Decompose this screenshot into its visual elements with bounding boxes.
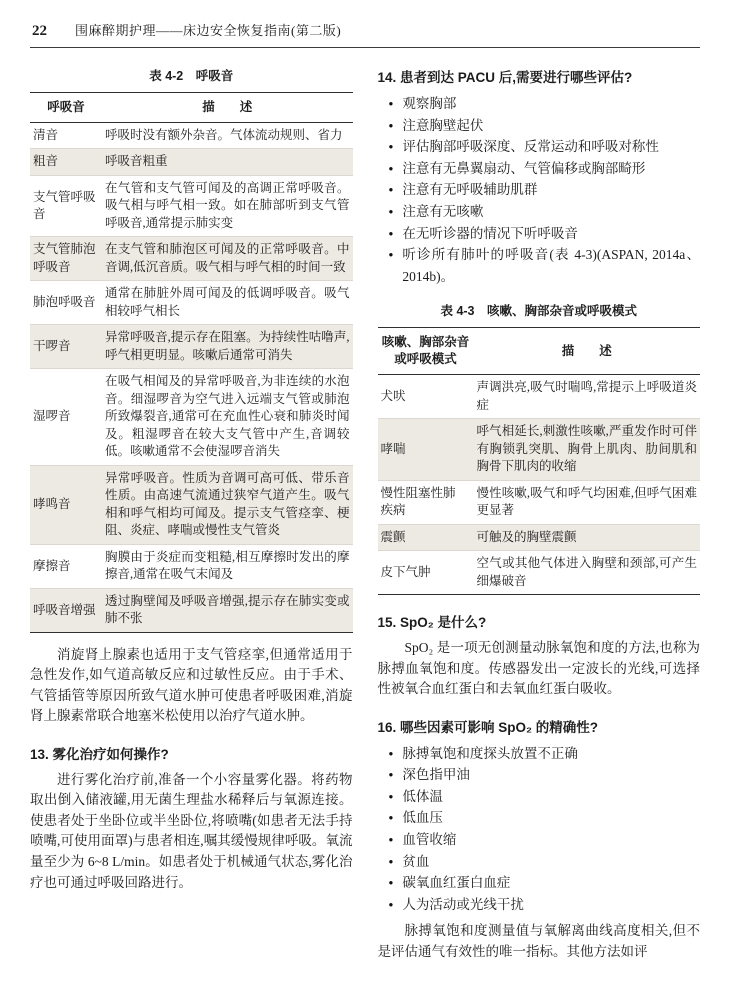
- term-cell: 支气管呼吸音: [30, 175, 102, 237]
- bullet-text: 注意有无咳嗽: [402, 203, 484, 219]
- table-row: [30, 237, 353, 281]
- bullet-icon: ●: [388, 878, 394, 888]
- bullet-item: [378, 829, 701, 851]
- spo2-accuracy-factors-list: [378, 743, 701, 916]
- bullet-icon: ●: [388, 835, 394, 845]
- table-row: [378, 419, 701, 481]
- bullet-item: [378, 743, 701, 765]
- table-row: [30, 175, 353, 237]
- bullet-icon: ●: [388, 228, 394, 238]
- paragraph-oxygen-dissociation: 脉搏氧饱和度测量值与氧解离曲线高度相关,但不是评估通气有效性的唯一指标。其他方法如评: [377, 923, 700, 959]
- term-cell: 湿啰音: [30, 369, 102, 466]
- table-row: [30, 281, 353, 325]
- question-16-heading: 16. 哪些因素可影响 SpO₂ 的精确性?: [377, 719, 599, 735]
- term-cell: 哮喘: [378, 419, 474, 481]
- table-4-2-caption: 表 4-2 呼吸音: [149, 69, 234, 83]
- bullet-item: [378, 115, 701, 137]
- bullet-icon: ●: [388, 185, 394, 195]
- bullet-text: 观察胸部: [402, 96, 457, 111]
- bullet-icon: ●: [388, 899, 394, 909]
- bullet-item: [378, 244, 701, 287]
- bullet-text: 低血压: [402, 810, 443, 826]
- desc-cell: 在气管和支气管可闻及的高调正常呼吸音。吸气相与呼气相一致。如在肺部听到支气管呼吸音,通常提示肺实变: [102, 175, 353, 237]
- bullet-item: [378, 786, 701, 808]
- bullet-item: [378, 201, 701, 223]
- bullet-icon: ●: [388, 163, 394, 173]
- bullet-item: [378, 223, 701, 245]
- page-header: [30, 12, 700, 47]
- table-row: [30, 465, 353, 544]
- desc-cell: 呼气相延长,刺激性咳嗽,严重发作时可伴有胸锁乳突肌、胸骨上肌肉、肋间肌和胸骨下肌肉的收缩: [474, 419, 701, 481]
- bullet-icon: ●: [388, 791, 394, 801]
- bullet-icon: ●: [388, 813, 394, 823]
- table-row: [30, 369, 353, 466]
- column-header-description: 描 述: [474, 328, 701, 375]
- two-column-layout: [30, 64, 700, 962]
- term-cell: 支气管肺泡呼吸音: [30, 237, 102, 281]
- term-cell: 干啰音: [30, 325, 102, 369]
- right-column: [378, 64, 701, 962]
- desc-cell: 透过胸壁闻及呼吸音增强,提示存在肺实变或肺不张: [102, 588, 353, 632]
- question-14-heading: 14. 患者到达 PACU 后,需要进行哪些评估?: [377, 70, 633, 85]
- question-15-heading: 15. SpO₂ 是什么?: [377, 615, 487, 631]
- bullet-text: 血管收缩: [402, 832, 457, 848]
- bullet-icon: ●: [388, 120, 394, 130]
- bullet-text: 碳氧血红蛋白血症: [402, 875, 511, 891]
- bullet-text: 注意胸壁起伏: [402, 117, 484, 133]
- column-header-description: 描 述: [102, 93, 353, 123]
- table-row: [30, 325, 353, 369]
- term-cell: 皮下气肿: [378, 551, 474, 595]
- table-row: [30, 544, 353, 588]
- term-cell: 粗音: [30, 149, 102, 176]
- pacu-assessment-list: [378, 93, 701, 287]
- term-cell: 慢性阻塞性肺疾病: [378, 480, 474, 524]
- question-13-heading: 13. 雾化治疗如何操作?: [30, 746, 169, 762]
- table-row: [30, 122, 353, 149]
- bullet-text: 人为活动或光线干扰: [402, 896, 524, 912]
- bullet-item: [378, 894, 701, 916]
- bullet-text: 评估胸部呼吸深度、反常运动和呼吸对称性: [402, 139, 659, 155]
- bullet-text: 低体温: [402, 788, 443, 804]
- term-cell: 摩擦音: [30, 544, 102, 588]
- table-row: [378, 480, 701, 524]
- bullet-text: 注意有无鼻翼扇动、气管偏移或胸部畸形: [402, 160, 646, 176]
- table-row: [378, 551, 701, 595]
- bullet-icon: ●: [388, 250, 394, 260]
- bullet-icon: ●: [388, 142, 394, 152]
- bullet-text: 脉搏氧饱和度探头放置不正确: [402, 745, 578, 761]
- table-row: [378, 375, 701, 419]
- paragraph-racemic-epinephrine: 消旋肾上腺素也适用于支气管痉挛,但通常适用于急性发作,如气道高敏反应和过敏性反应。由于手术、气管插管等原因所致气道水肿可使患者呼吸困难,消旋肾上腺素常联合地塞米松使用以治疗气道水肿。: [30, 646, 353, 724]
- column-header-cough-pattern: 咳嗽、胸部杂音或呼吸模式: [378, 328, 474, 375]
- bullet-item: [378, 851, 701, 873]
- desc-cell: 通常在肺脏外周可闻及的低调呼吸音。吸气相较呼气相长: [102, 281, 353, 325]
- bullet-text: 注意有无呼吸辅助肌群: [402, 182, 538, 198]
- paragraph-spo2-definition: SpO₂ 是一项无创测量动脉氧饱和度的方法,也称为脉搏血氧饱和度。传感器发出一定波长的光线,可选择性被氧合血红蛋白和去氧血红蛋白吸收。: [377, 640, 700, 697]
- term-cell: 肺泡呼吸音: [30, 281, 102, 325]
- desc-cell: 胸膜由于炎症而变粗糙,相互摩擦时发出的摩擦音,通常在吸气末闻及: [102, 544, 353, 588]
- bullet-icon: ●: [388, 856, 394, 866]
- bullet-item: [378, 872, 701, 894]
- bullet-icon: ●: [388, 99, 394, 108]
- book-title: 围麻醉期护理——床边安全恢复指南(第二版): [75, 23, 342, 38]
- desc-cell: 呼吸音粗重: [102, 149, 353, 176]
- desc-cell: 呼吸时没有额外杂音。气体流动规则、省力: [105, 127, 343, 142]
- table-4-3-caption: 表 4-3 咳嗽、胸部杂音或呼吸模式: [440, 304, 638, 319]
- bullet-item: [378, 179, 701, 201]
- term-cell: 清音: [33, 127, 59, 142]
- desc-cell: 在支气管和肺泡区可闻及的正常呼吸音。中音调,低沉音质。吸气相与呼气相的时间一致: [102, 237, 353, 281]
- bullet-text: 贫血: [402, 853, 430, 869]
- table-4-3-cough-patterns: [378, 327, 701, 595]
- bullet-text: 听诊所有肺叶的呼吸音(表 4-3)(ASPAN, 2014a、2014b)。: [402, 247, 700, 284]
- bullet-text: 深色指甲油: [402, 767, 470, 783]
- desc-cell: 异常呼吸音。性质为音调可高可低、带乐音性质。由高速气流通过狭窄气道产生。吸气相和呼气相均可闻及。提示支气管痉挛、梗阻、炎症、哮喘或慢性支气管炎: [102, 465, 353, 544]
- paragraph-nebulizer-procedure: 进行雾化治疗前,准备一个小容量雾化器。将药物取出倒入储液罐,用无菌生理盐水稀释后与氧源连接。使患者处于坐卧位或半坐卧位,将喷嘴(如患者无法手持喷嘴,可使用面罩)与患者相连,嘱其缓慢规律呼吸。氧流量至少为 6~8 L/min。如患者处于机械通气状态,雾化治疗也可通过呼吸回路进行。: [30, 771, 353, 890]
- bullet-icon: ●: [388, 748, 394, 758]
- term-cell: 震颤: [378, 524, 474, 551]
- table-header-row: [378, 328, 701, 375]
- desc-cell: 声调洪亮,吸气时喘鸣,常提示上呼吸道炎症: [476, 380, 697, 412]
- desc-cell: 空气或其他气体进入胸壁和颈部,可产生细爆破音: [474, 551, 701, 595]
- bullet-icon: ●: [388, 770, 394, 780]
- bullet-item: [378, 136, 701, 158]
- bullet-item: [378, 93, 701, 115]
- bullet-item: [378, 807, 701, 829]
- column-header-breath-sound: 呼吸音: [30, 93, 102, 123]
- table-row: [30, 588, 353, 632]
- desc-cell: 在吸气相闻及的异常呼吸音,为非连续的水泡音。细湿啰音为空气进入远端支气管或肺泡所致爆裂音,通常可在充血性心衰和肺炎时闻及。粗湿啰音在较大支气管中产生,音调较低。咳嗽通常不会使湿啰音消失: [102, 369, 353, 466]
- table-row: [378, 524, 701, 551]
- table-header-row: [30, 93, 353, 123]
- left-column: [30, 64, 353, 962]
- bullet-item: [378, 158, 701, 180]
- desc-cell: 慢性咳嗽,吸气和呼气均困难,但呼气困难更显著: [474, 480, 701, 524]
- table-4-2-breath-sounds: [30, 92, 353, 633]
- bullet-icon: ●: [388, 206, 394, 216]
- bullet-item: [378, 764, 701, 786]
- term-cell: 哮鸣音: [30, 465, 102, 544]
- bullet-text: 在无听诊器的情况下听呼吸音: [402, 225, 578, 241]
- page-number: 22: [32, 23, 47, 39]
- term-cell: 呼吸音增强: [30, 588, 102, 632]
- table-row: [30, 149, 353, 176]
- header-rule: [30, 47, 700, 48]
- desc-cell: 异常呼吸音,提示存在阻塞。为持续性咕噜声,呼气相更明显。咳嗽后通常可消失: [102, 325, 353, 369]
- term-cell: 犬吠: [380, 388, 406, 403]
- desc-cell: 可触及的胸壁震颤: [474, 524, 701, 551]
